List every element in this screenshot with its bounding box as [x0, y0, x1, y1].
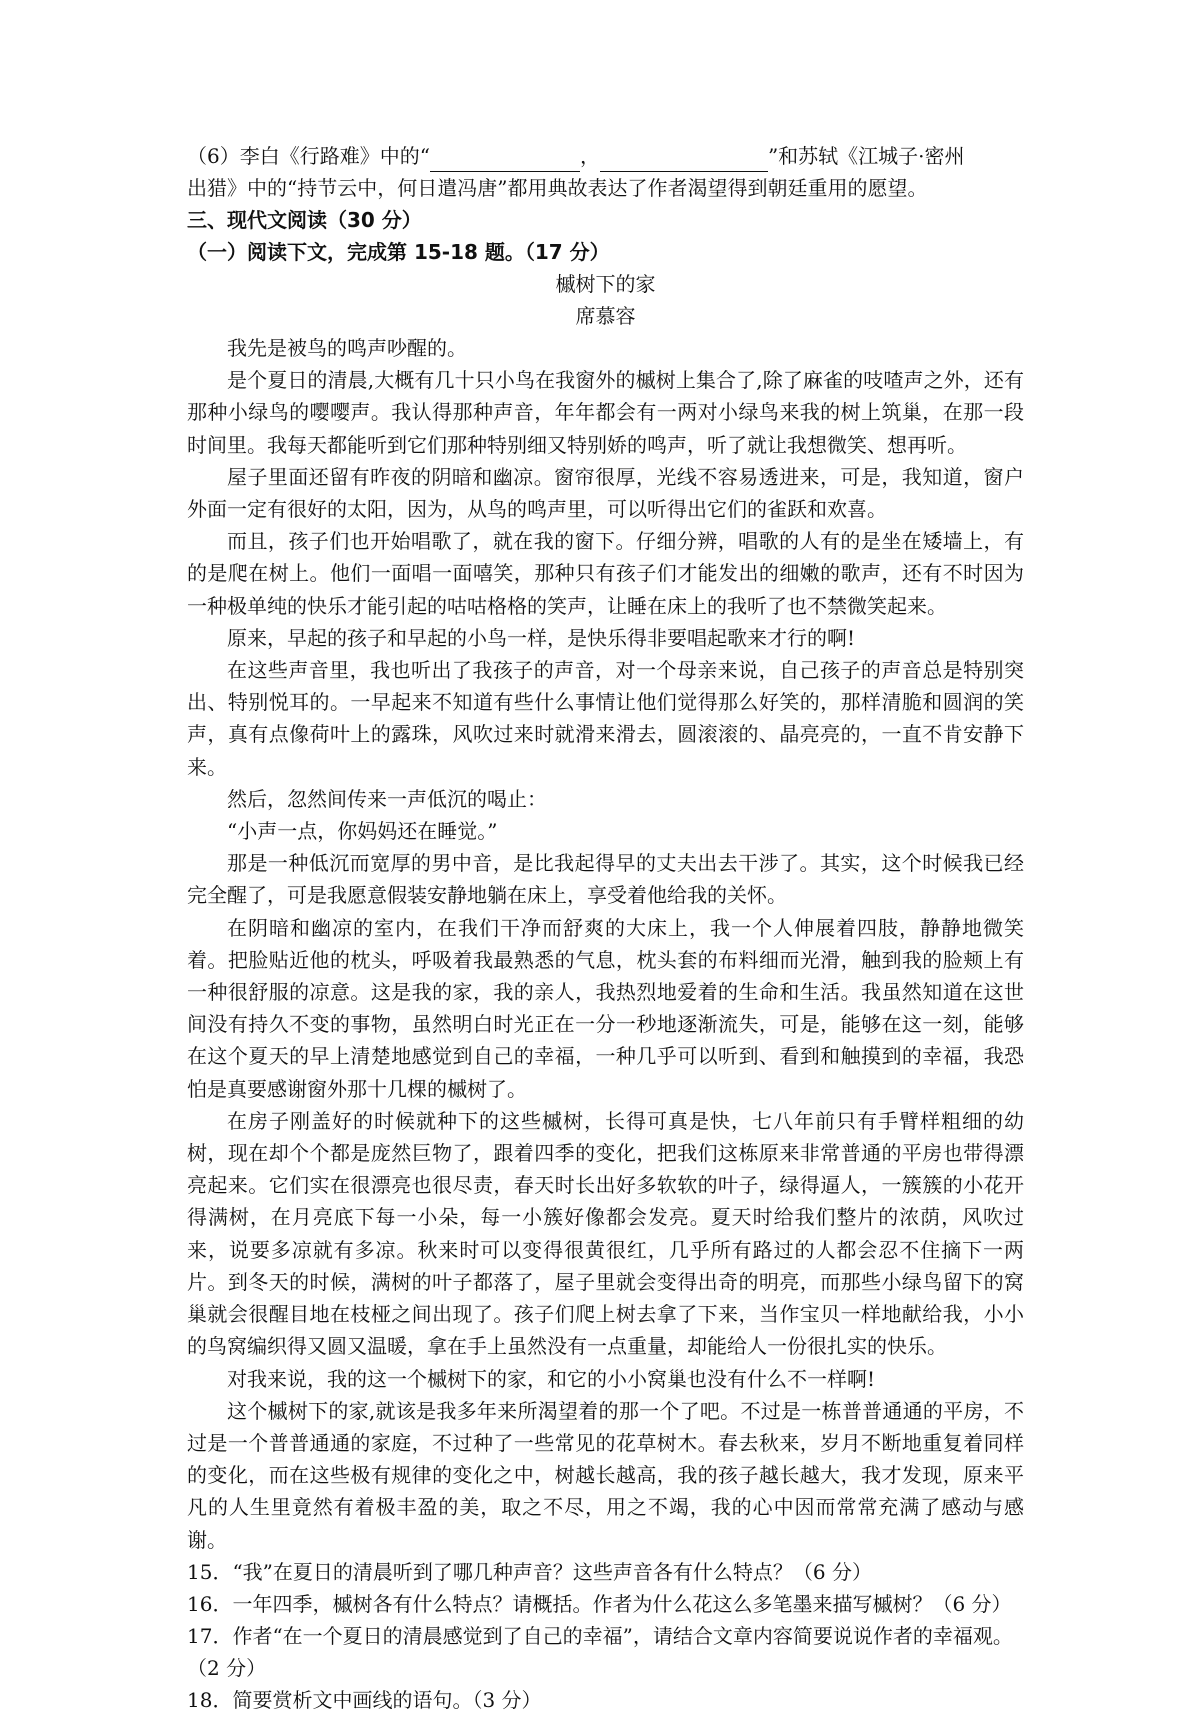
q6-comma: ， [579, 144, 600, 168]
article-paragraph: “小声一点，你妈妈还在睡觉。” [227, 819, 498, 844]
article-paragraph: 而且，孩子们也开始唱歌了，就在我的窗下。仔细分辨，唱歌的人有的是坐在矮墙上，有的是爬在树上。他们一面唱一面嘻笑，那种只有孩子们才能发出的细嫩的歌声，还有不时因为一种极单纯的快乐才能引起的咕咕格格的笑声，让睡在床上的我听了也不禁微笑起来。 [187, 529, 1024, 618]
article-paragraph: 然后，忽然间传来一声低沉的喝止： [227, 786, 547, 811]
article-paragraph: 是个夏日的清晨,大概有几十只小鸟在我窗外的槭树上集合了,除了麻雀的吱喳声之外，还有那种小绿鸟的嘤嘤声。我认得那种声音，年年都会有一两对小绿鸟来我的树上筑巢，在那一段时间里。我每天都能听到它们那种特别细又特别娇的鸣声，听了就让我想微笑、想再听。 [187, 368, 1024, 457]
question-18: 18．简要赏析文中画线的语句。（3 分） [187, 1687, 542, 1712]
article-paragraph: 我先是被鸟的鸣声吵醒的。 [227, 336, 467, 360]
q6-suffix: ”和苏轼《江城子·密州 [767, 144, 965, 168]
article-paragraph: 在房子刚盖好的时候就种下的这些槭树，长得可真是快，七八年前只有手臂样粗细的幼树，现在却个个都是庞然巨物了，跟着四季的变化，把我们这栋原来非常普通的平房也带得漂亮起来。它们实在很漂亮也很尽责，春天时长出好多软软的叶子，绿得逼人，一簇簇的小花开得满树，在月亮底下每一小朵，每一小簇好像都会发亮。夏天时给我们整片的浓荫，风吹过来，说要多凉就有多凉。秋来时可以变得很黄很红，几乎所有路过的人都会忍不住摘下一两片。到冬天的时候，满树的叶子都落了，屋子里就会变得出奇的明亮，而那些小绿鸟留下的窝巢就会很醒目地在枝桠之间出现了。孩子们爬上树去拿了下来，当作宝贝一样地献给我，小小的鸟窝编织得又圆又温暖，拿在手上虽然没有一点重量，却能给人一份很扎实的快乐。 [187, 1108, 1024, 1359]
answer-blank-1[interactable] [430, 149, 580, 172]
article-paragraph: 那是一种低沉而宽厚的男中音，是比我起得早的丈夫出去干涉了。其实，这个时候我已经完全醒了，可是我愿意假装安静地躺在床上，享受着他给我的关怀。 [187, 851, 1024, 908]
article-author: 席慕容 [575, 304, 636, 328]
question-6 [187, 140, 1024, 172]
section-heading: 三、现代文阅读（30 分） [187, 208, 422, 232]
exam-page [187, 140, 1024, 1716]
article-paragraph: 屋子里面还留有昨夜的阴暗和幽凉。窗帘很厚，光线不容易透进来，可是，我知道，窗户外面一定有很好的太阳，因为，从鸟的鸣声里，可以听得出它们的雀跃和欢喜。 [187, 464, 1024, 522]
article-title: 槭树下的家 [555, 272, 656, 296]
question-15: 15．“我”在夏日的清晨听到了哪几种声音？这些声音各有什么特点？（6 分） [187, 1559, 872, 1584]
question-17: 17．作者“在一个夏日的清晨感觉到了自己的幸福”，请结合文章内容简要说说作者的幸福观。（2 分） [187, 1623, 1013, 1680]
part-heading: （一）阅读下文，完成第 15-18 题。（17 分） [187, 240, 610, 264]
article-paragraph: 对我来说，我的这一个槭树下的家，和它的小小窝巢也没有什么不一样啊! [227, 1366, 876, 1391]
q6-prefix: （6）李白《行路难》中的“ [187, 144, 430, 168]
answer-blank-2[interactable] [600, 149, 768, 172]
question-16: 16．一年四季，槭树各有什么特点？请概括。作者为什么花这么多笔墨来描写槭树？（6 分） [187, 1591, 1012, 1616]
q6-line-2: 出猎》中的“持节云中，何日遣冯唐”都用典故表达了作者渴望得到朝廷重用的愿望。 [187, 176, 928, 200]
article-paragraph: 在这些声音里，我也听出了我孩子的声音，对一个母亲来说，自己孩子的声音总是特别突出、特别悦耳的。一早起来不知道有些什么事情让他们觉得那么好笑的，那样清脆和圆润的笑声，真有点像荷叶上的露珠，风吹过来时就滑来滑去，圆滚滚的、晶亮亮的，一直不肯安静下来。 [187, 658, 1024, 779]
article-paragraph: 这个槭树下的家,就该是我多年来所渴望着的那一个了吧。不过是一栋普普通通的平房，不过是一个普普通通的家庭，不过种了一些常见的花草树木。春去秋来，岁月不断地重复着同样的变化，而在这些极有规律的变化之中，树越长越高，我的孩子越长越大，我才发现，原来平凡的人生里竟然有着极丰盈的美，取之不尽，用之不竭，我的心中因而常常充满了感动与感谢。 [187, 1398, 1024, 1552]
article-paragraph: 在阴暗和幽凉的室内，在我们干净而舒爽的大床上，我一个人伸展着四肢，静静地微笑着。把脸贴近他的枕头，呼吸着我最熟悉的气息，枕头套的布料细而光滑，触到我的脸颊上有一种很舒服的凉意。这是我的家，我的亲人，我热烈地爱着的生命和生活。我虽然知道在这世间没有持久不变的事物，虽然明白时光正在一分一秒地逐渐流失，可是，能够在这一刻，能够在这个夏天的早上清楚地感觉到自己的幸福，一种几乎可以听到、看到和触摸到的幸福，我恐怕是真要感谢窗外那十几棵的槭树了。 [187, 915, 1024, 1101]
article-paragraph: 原来，早起的孩子和早起的小鸟一样，是快乐得非要唱起歌来才行的啊! [227, 625, 856, 650]
